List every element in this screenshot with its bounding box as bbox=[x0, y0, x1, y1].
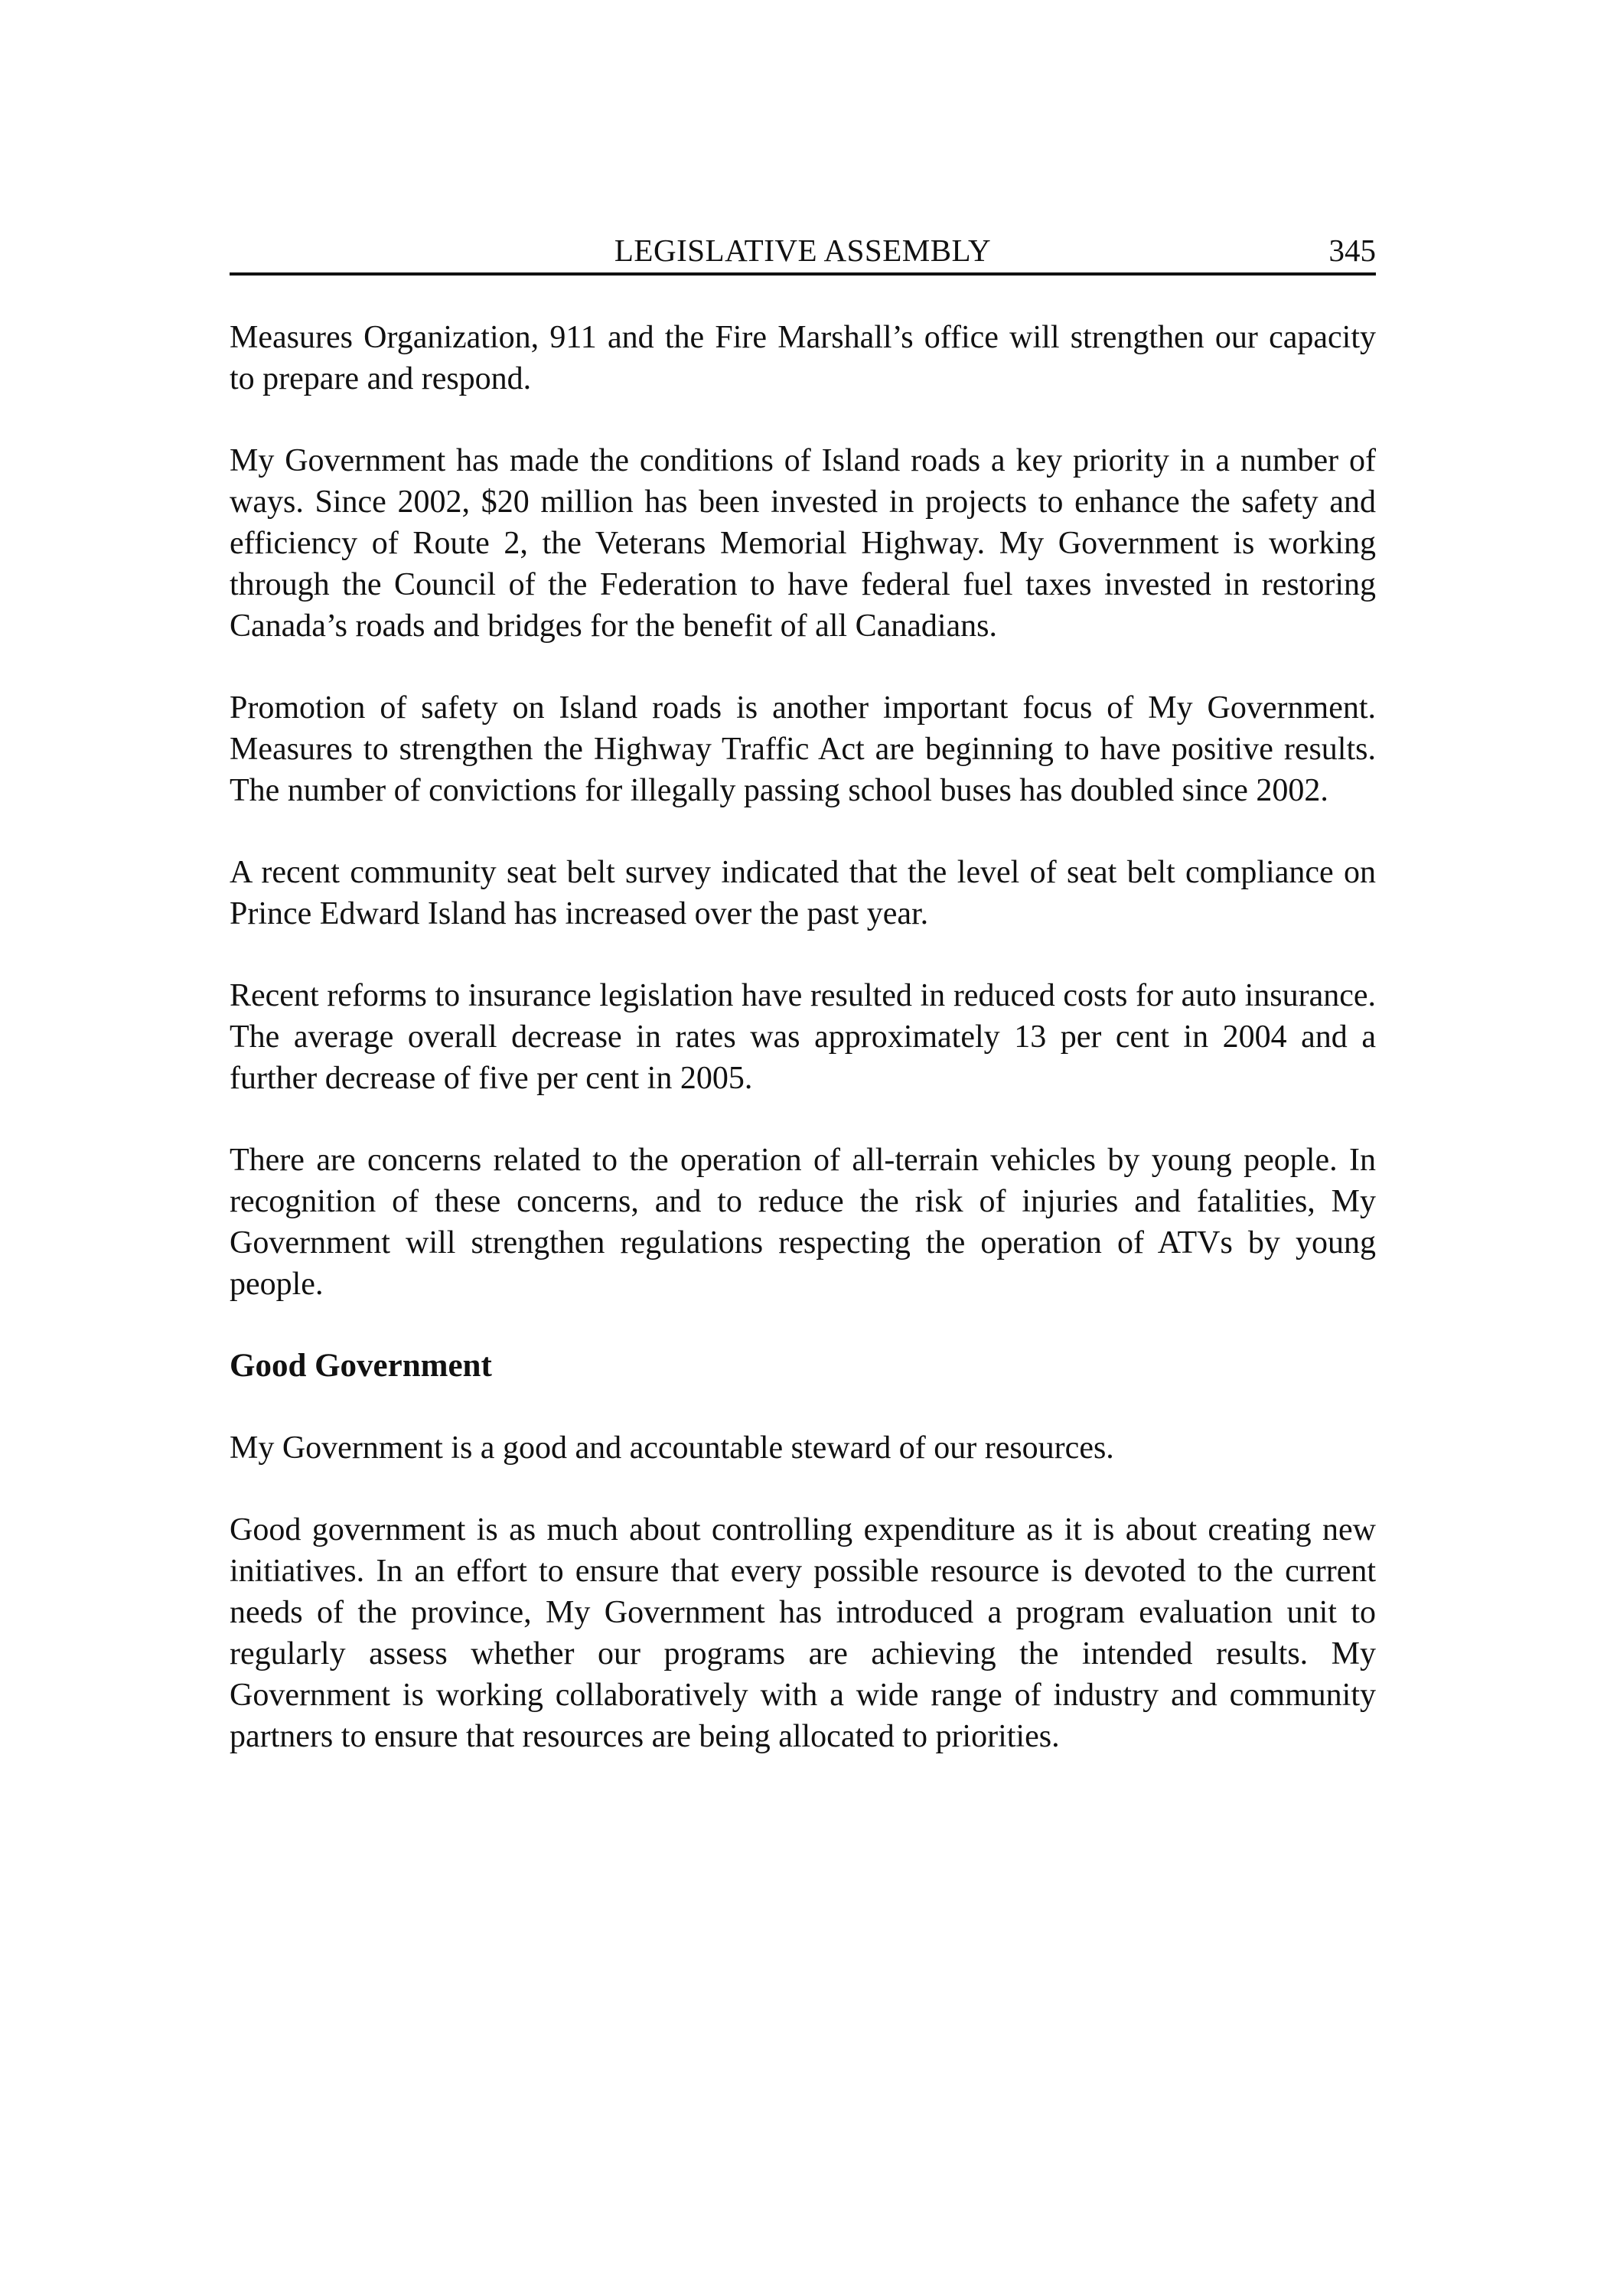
body-text bbox=[230, 317, 1376, 1757]
paragraph: Promotion of safety on Island roads is another important focus of My Government. Measures to strengthen the Highway Traffic Act are beginning to have positive results. The number of convictions for illegally passing school buses has doubled since 2002. bbox=[230, 690, 1376, 808]
document-page bbox=[230, 228, 1376, 1798]
section-heading: Good Government bbox=[230, 1348, 492, 1384]
paragraph: Recent reforms to insurance legislation have resulted in reduced costs for auto insurance. The average overall decrease in rates was approximately 13 per cent in 2004 and a further decrease of five per cent in 2005. bbox=[230, 978, 1376, 1096]
paragraph: A recent community seat belt survey indicated that the level of seat belt compliance on Prince Edward Island has increased over the past year. bbox=[230, 855, 1376, 931]
paragraph: My Government is a good and accountable steward of our resources. bbox=[230, 1430, 1114, 1466]
paragraph: My Government has made the conditions of Island roads a key priority in a number of ways. Since 2002, $20 million has been invested in projects to enhance the safety and efficiency of Route 2, the Veterans Memorial Highway. My Government is working through the Council of the Federation to have federal fuel taxes invested in restoring Canada’s roads and bridges for the benefit of all Canadians. bbox=[230, 443, 1376, 644]
header-title: LEGISLATIVE ASSEMBLY bbox=[614, 233, 992, 268]
running-header bbox=[230, 228, 1376, 276]
paragraph: Good government is as much about controlling expenditure as it is about creating new initiatives. In an effort to ensure that every possible resource is devoted to the current needs of the province, My Government has introduced a program evaluation unit to regularly assess whether our programs are achieving the intended results. My Government is working collaboratively with a wide range of industry and community partners to ensure that resources are being allocated to priorities. bbox=[230, 1512, 1376, 1754]
paragraph: There are concerns related to the operation of all-terrain vehicles by young people. In recognition of these concerns, and to reduce the risk of injuries and fatalities, My Government will strengthen regulations respecting the operation of ATVs by young people. bbox=[230, 1143, 1376, 1302]
paragraph: Measures Organization, 911 and the Fire Marshall’s office will strengthen our capacity to prepare and respond. bbox=[230, 320, 1376, 396]
page-number: 345 bbox=[1328, 233, 1376, 268]
